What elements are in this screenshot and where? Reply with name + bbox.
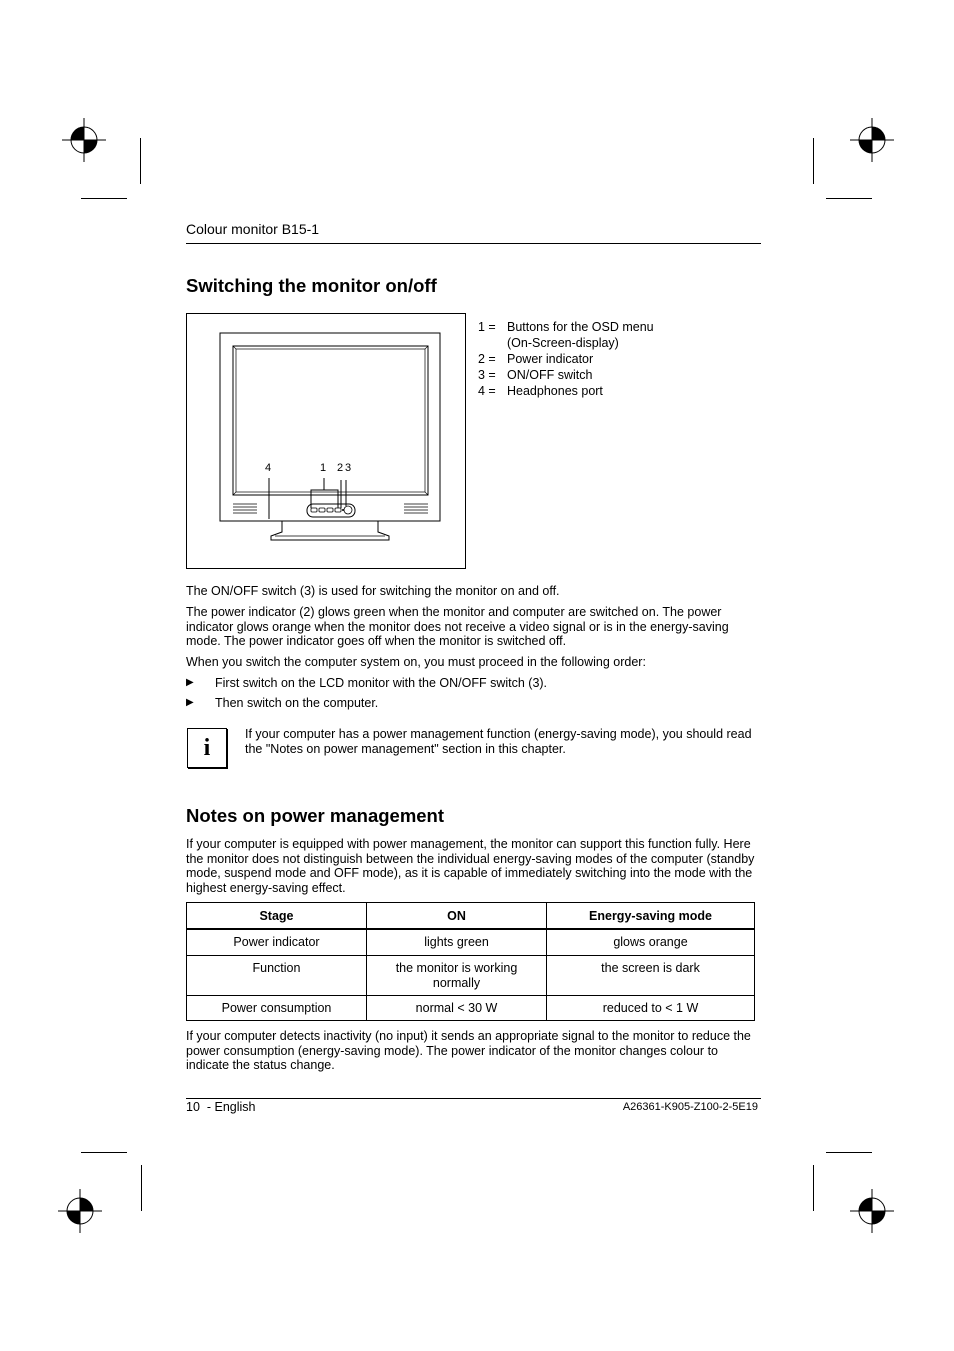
- registration-mark-icon: [850, 1189, 894, 1233]
- bullet-item: [186, 676, 547, 691]
- registration-mark-icon: [850, 118, 894, 162]
- table-header-row: [187, 903, 755, 930]
- bullet-text: Then switch on the computer.: [215, 696, 379, 710]
- table-cell: Power indicator: [187, 929, 367, 956]
- table-cell: the screen is dark: [547, 956, 755, 996]
- crop-mark: [81, 198, 127, 199]
- monitor-figure: [186, 313, 466, 569]
- table-header: Stage: [187, 903, 367, 930]
- table-cell: Power consumption: [187, 996, 367, 1021]
- bullet-arrow-icon: ▶: [186, 677, 194, 688]
- table-cell: the monitor is working normally: [367, 956, 547, 996]
- info-icon: i: [187, 728, 227, 768]
- table-header: ON: [367, 903, 547, 930]
- callout-2: 2: [337, 462, 344, 474]
- table-cell: Function: [187, 956, 367, 996]
- bullet-text: First switch on the LCD monitor with the ON/OFF switch (3).: [215, 676, 548, 690]
- table-row: [187, 956, 755, 996]
- paragraph: If your computer detects inactivity (no input) it sends an appropriate signal to the monitor to reduce the power consumption (energy-saving mode). The power indicator of the monitor changes colour to indicate the status change.: [186, 1029, 751, 1073]
- crop-mark: [81, 1152, 127, 1153]
- callout-1: 1: [320, 462, 327, 474]
- section-heading: Notes on power management: [186, 805, 445, 826]
- crop-mark: [140, 138, 141, 184]
- table-cell: lights green: [367, 929, 547, 956]
- legend-item: [478, 367, 654, 383]
- paragraph: If your computer is equipped with power management, the monitor can support this function fully. Here the monitor does not distinguish between the individual energy-saving modes of the computer (standby mode, suspend mode and OFF mode), as it is capable of immediately switching into the mode with the highest energy-saving effect.: [186, 837, 755, 895]
- monitor-front-illustration: [187, 314, 465, 568]
- crop-mark: [826, 1152, 872, 1153]
- crop-mark: [813, 138, 814, 184]
- running-header: Colour monitor B15-1: [186, 221, 320, 237]
- footer-rule: [186, 1098, 761, 1099]
- power-management-table: [186, 902, 755, 1021]
- info-note: If your computer has a power management function (energy-saving mode), you should read the "Notes on power management" section in this chapter.: [245, 727, 752, 756]
- paragraph: When you switch the computer system on, you must proceed in the following order:: [186, 655, 646, 669]
- page-number: 10 - English: [186, 1100, 256, 1114]
- legend-text: Power indicator: [507, 352, 594, 366]
- legend-text: ON/OFF switch: [507, 368, 593, 382]
- document-code: A26361-K905-Z100-2-5E19: [622, 1101, 758, 1113]
- table-row: [187, 929, 755, 956]
- legend-item: [478, 383, 654, 399]
- legend-text: Buttons for the OSD menu (On-Screen-display): [507, 320, 654, 350]
- crop-mark: [141, 1165, 142, 1211]
- legend-number: 3 =: [478, 368, 496, 382]
- bullet-arrow-icon: ▶: [186, 697, 194, 708]
- figure-legend: [478, 319, 654, 399]
- legend-item: [478, 319, 654, 351]
- callout-3: 3: [345, 462, 352, 474]
- crop-mark: [813, 1165, 814, 1211]
- table-cell: glows orange: [547, 929, 755, 956]
- table-cell: reduced to < 1 W: [547, 996, 755, 1021]
- section-heading: Switching the monitor on/off: [186, 275, 437, 296]
- table-cell: normal < 30 W: [367, 996, 547, 1021]
- registration-mark-icon: [58, 1189, 102, 1233]
- legend-number: 1 =: [478, 320, 496, 334]
- callout-4: 4: [265, 462, 272, 474]
- registration-mark-icon: [62, 118, 106, 162]
- crop-mark: [826, 198, 872, 199]
- table-header: Energy-saving mode: [547, 903, 755, 930]
- table-row: [187, 996, 755, 1021]
- paragraph: The power indicator (2) glows green when the monitor and computer are switched on. The power indicator glows orange when the monitor does not receive a video signal or is in the energy-saving mode. The power indicator goes off when the monitor is switched off.: [186, 605, 729, 649]
- legend-text: Headphones port: [507, 384, 603, 398]
- paragraph: The ON/OFF switch (3) is used for switching the monitor on and off.: [186, 584, 560, 598]
- header-rule: [186, 243, 761, 244]
- legend-item: [478, 351, 654, 367]
- bullet-item: [186, 696, 378, 711]
- legend-number: 2 =: [478, 352, 496, 366]
- legend-number: 4 =: [478, 384, 496, 398]
